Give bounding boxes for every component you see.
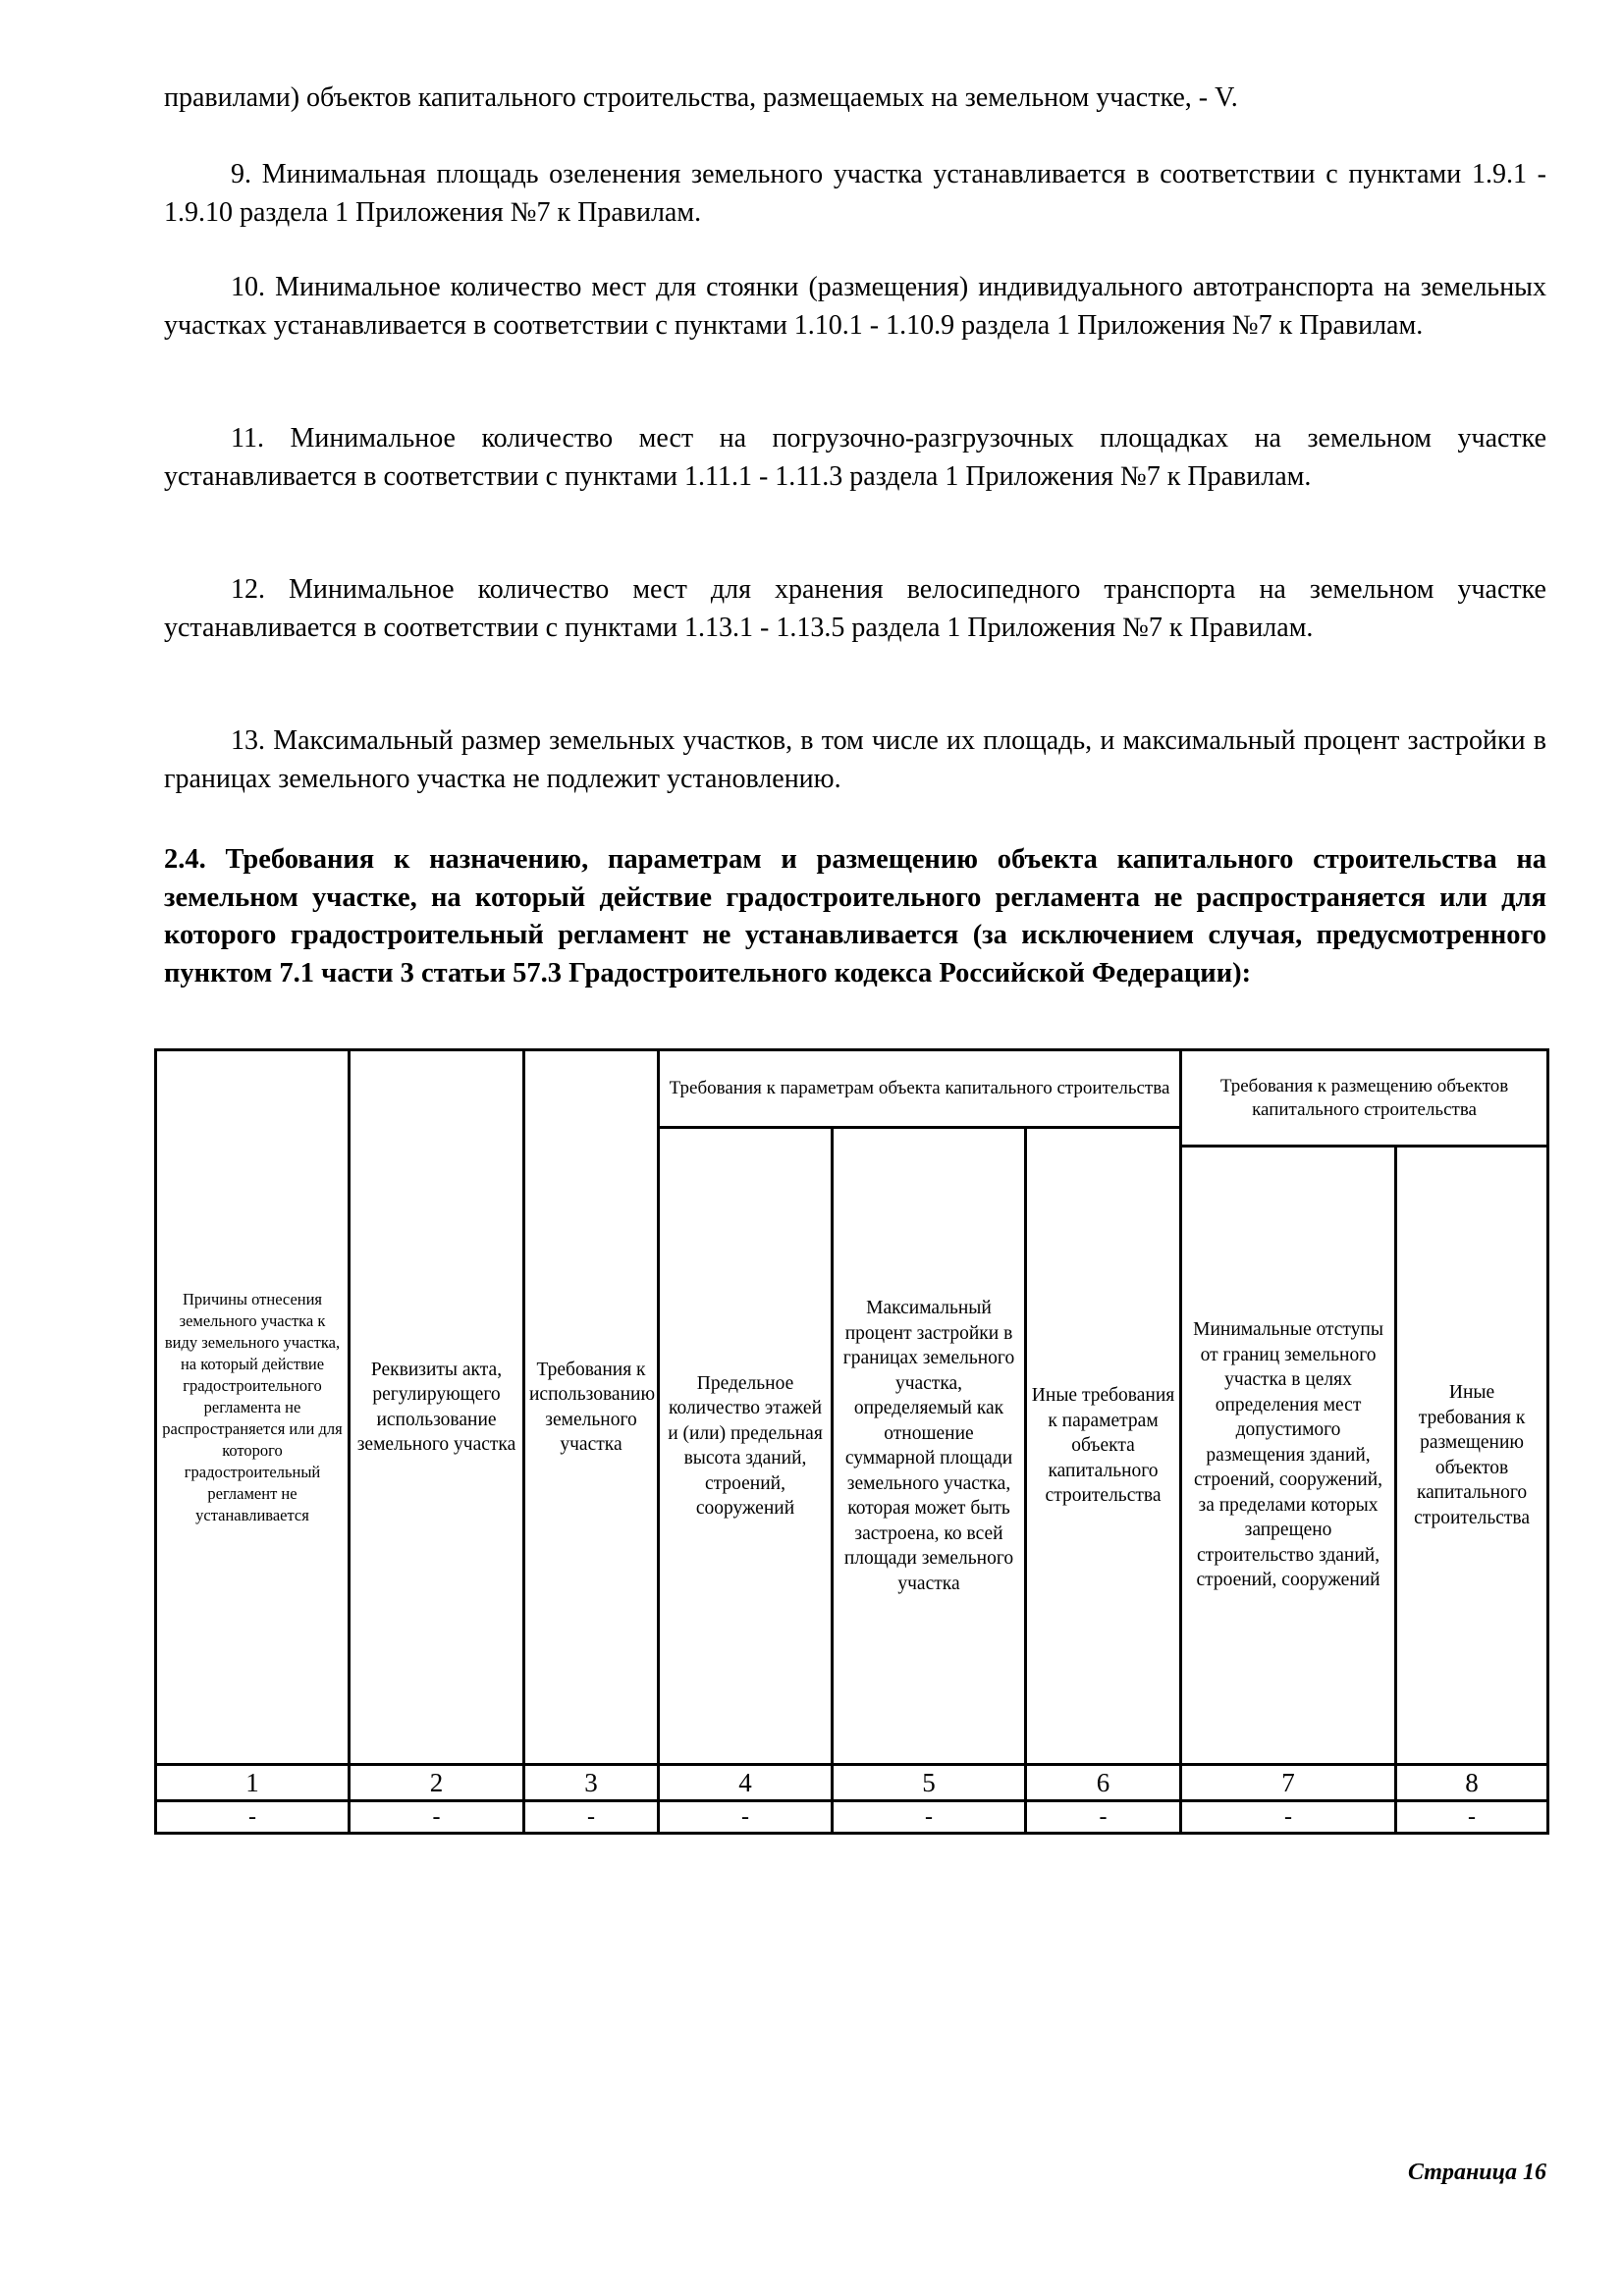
column-header-8: Иные требования к размещению объектов капитального строительства (1396, 1147, 1548, 1765)
column-header-4: Предельное количество этажей и (или) предельная высота зданий, строений, сооружений (659, 1128, 833, 1765)
table-row (156, 1801, 1548, 1834)
column-number: 1 (156, 1765, 350, 1801)
table-cell: - (524, 1801, 659, 1834)
column-number: 6 (1026, 1765, 1181, 1801)
group-header-placement: Требования к размещению объектов капитального строительства (1181, 1050, 1548, 1147)
column-header-5: Максимальный процент застройки в границах земельного участка, определяемый как отношение суммарной площади земельного участка, которая может быть застроена, ко всей площади земельного участка (833, 1128, 1026, 1765)
column-number: 3 (524, 1765, 659, 1801)
column-number: 5 (833, 1765, 1026, 1801)
column-header-1: Причины отнесения земельного участка к виду земельного участка, на который действие градостроительного регламента не распространяется или для которого градостроительный регламент не устанавливается (156, 1050, 350, 1765)
column-number: 8 (1396, 1765, 1548, 1801)
requirements-table (154, 1048, 1549, 1835)
column-number: 4 (659, 1765, 833, 1801)
table-cell: - (1026, 1801, 1181, 1834)
paragraph-13: 13. Максимальный размер земельных участков, в том числе их площадь, и максимальный процент застройки в границах земельного участка не подлежит установлению. (164, 725, 1546, 794)
column-number: 7 (1181, 1765, 1396, 1801)
column-header-7: Минимальные отступы от границ земельного участка в целях определения мест допустимого размещения зданий, строений, сооружений, за пределами которых запрещено строительство зданий, строений, сооружений (1181, 1147, 1396, 1765)
continuation-line: правилами) объектов капитального строительства, размещаемых на земельном участке, - V. (164, 82, 1238, 113)
table-cell: - (350, 1801, 524, 1834)
paragraph-9: 9. Минимальная площадь озеленения земельного участка устанавливается в соответствии с пунктами 1.9.1 - 1.9.10 раздела 1 Приложения №7 к Правилам. (164, 159, 1546, 228)
paragraph-12: 12. Минимальное количество мест для хранения велосипедного транспорта на земельном участке устанавливается в соответствии с пунктами 1.13.1 - 1.13.5 раздела 1 Приложения №7 к Правилам. (164, 574, 1546, 643)
column-number-row (156, 1765, 1548, 1801)
table-cell: - (659, 1801, 833, 1834)
column-header-6: Иные требования к параметрам объекта капитального строительства (1026, 1128, 1181, 1765)
column-header-2: Реквизиты акта, регулирующего использование земельного участка (350, 1050, 524, 1765)
group-header-parameters: Требования к параметрам объекта капитального строительства (659, 1050, 1181, 1128)
paragraph-11: 11. Минимальное количество мест на погрузочно-разгрузочных площадках на земельном участке устанавливается в соответствии с пунктами 1.11.1 - 1.11.3 раздела 1 Приложения №7 к Правилам. (164, 423, 1546, 492)
table-cell: - (156, 1801, 350, 1834)
column-number: 2 (350, 1765, 524, 1801)
section-heading-2-4: 2.4. Требования к назначению, параметрам и размещению объекта капитального строительства на земельном участке, на который действие градостроительного регламента не распространяется или для которого градостроительный регламент не устанавливается (за исключением случая, предусмотренного пунктом 7.1 части 3 статьи 57.3 Градостроительного кодекса Российской Федерации): (164, 844, 1546, 988)
column-header-3: Требования к использованию земельного участка (524, 1050, 659, 1765)
table-cell: - (833, 1801, 1026, 1834)
table-cell: - (1396, 1801, 1548, 1834)
table-cell: - (1181, 1801, 1396, 1834)
paragraph-10: 10. Минимальное количество мест для стоянки (размещения) индивидуального автотранспорта на земельных участках устанавливается в соответствии с пунктами 1.10.1 - 1.10.9 раздела 1 Приложения №7 к Правилам. (164, 272, 1546, 341)
page-number-footer: Страница 16 (1407, 2160, 1546, 2185)
